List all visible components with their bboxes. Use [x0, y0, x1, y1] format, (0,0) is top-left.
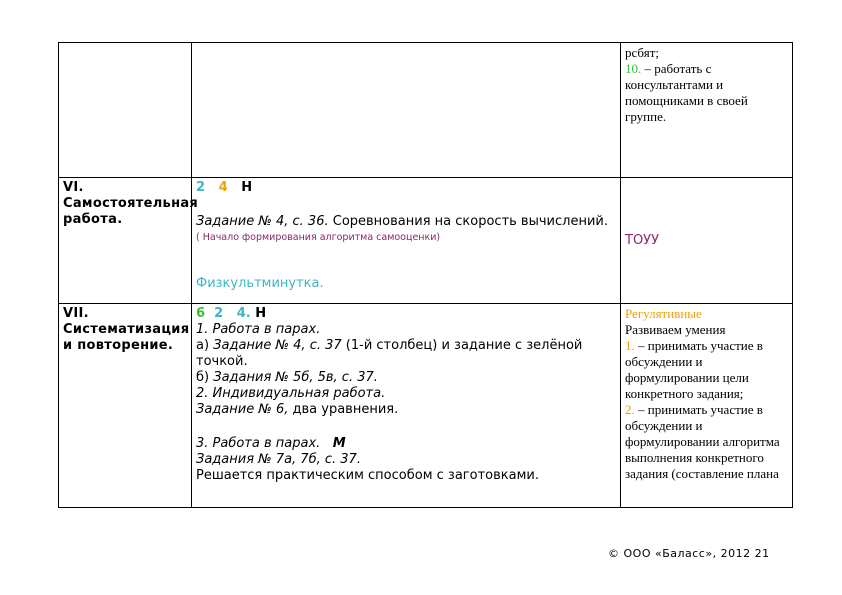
table-row [59, 178, 793, 304]
activity-cell [192, 178, 621, 304]
work-line: Решается практическим способом с заготовками. [196, 468, 539, 483]
uud-label: ТОУУ [625, 232, 660, 248]
work-line: Задания № 7а, 7б, с. 37. [196, 452, 361, 467]
level-code: 2 [196, 180, 206, 195]
level-code: Н [255, 306, 267, 321]
stage-title: VI. Самостоятельная работа. [63, 180, 199, 227]
work-line: б) Задания № 5б, 5в, с. 37. [196, 370, 378, 385]
level-code: Н [241, 180, 253, 195]
stage-title: VII. Систематизация и повторение. [63, 306, 190, 353]
uud-subtitle: Развиваем умения [625, 322, 726, 337]
table-row [59, 304, 793, 508]
uud-item-text: – работать с консультантами и помощниками в своей группе. [625, 61, 748, 124]
uud-item-text: – принимать участие в обсуждении и формулировании алгоритма выполнения конкретного задания (составление плана [625, 402, 780, 481]
work-line: 2. Индивидуальная работа. [196, 386, 386, 401]
stage-cell-empty [59, 43, 192, 178]
level-code: 4. [236, 306, 251, 321]
uud-cell [621, 304, 793, 508]
uud-title: Регулятивные [625, 306, 702, 321]
uud-item-number: 2. [625, 402, 635, 417]
level-code: 6 [196, 306, 206, 321]
level-codes [196, 180, 616, 196]
work-line: 1. Работа в парах. [196, 322, 321, 337]
uud-item [625, 402, 788, 482]
level-code: М [332, 436, 346, 451]
task-ref: Задание № 4, с. 36. [196, 214, 329, 229]
uud-line: рсбят; [625, 45, 659, 60]
level-codes [196, 306, 616, 322]
lesson-table [58, 42, 793, 508]
note-text: ( Начало формирования алгоритма самооценки) [196, 232, 441, 243]
task-line [196, 214, 616, 230]
task-text: Соревнования на скорость вычислений. [328, 214, 608, 229]
page-footer: © ООО «Баласс», 2012 21 [608, 547, 770, 560]
uud-item [625, 61, 788, 125]
uud-item-text: – принимать участие в обсуждении и формулировании цели конкретного задания; [625, 338, 763, 401]
work-line: а) Задание № 4, с. 37 (1-й столбец) и задание с зелёной точкой. [196, 338, 583, 369]
uud-cell [621, 43, 793, 178]
uud-item-number: 1. [625, 338, 635, 353]
stage-cell [59, 178, 199, 304]
uud-item [625, 338, 788, 402]
uud-cell [621, 178, 793, 304]
work-line: Задание № 6, два уравнения. [196, 402, 399, 417]
activity-cell-empty [192, 43, 621, 178]
physminute-label: Физкультминутка. [196, 276, 324, 291]
stage-cell [59, 304, 192, 508]
activity-cell [192, 304, 621, 508]
uud-item-number: 10. [625, 61, 642, 76]
level-code: 2 [214, 306, 224, 321]
table-row [59, 43, 793, 178]
work-line: 3. Работа в парах. М [196, 436, 346, 451]
level-code: 4 [218, 180, 228, 195]
